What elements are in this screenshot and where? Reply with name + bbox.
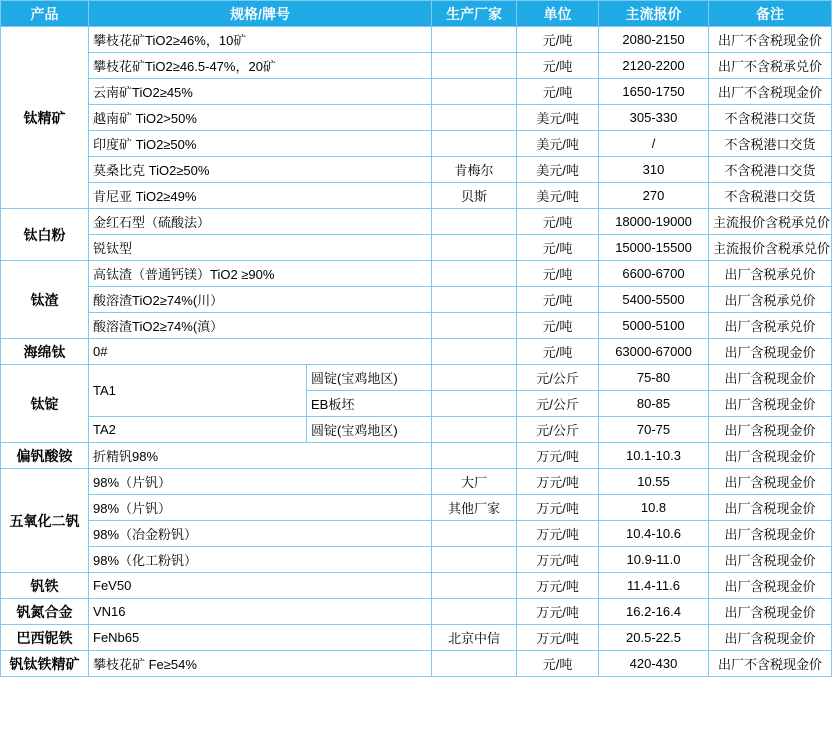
cell-spec-sub: 圆锭(宝鸡地区) — [307, 417, 432, 443]
cell-price: / — [599, 131, 709, 157]
cell-maker — [432, 53, 517, 79]
table-row — [1, 625, 832, 651]
cell-price: 420-430 — [599, 651, 709, 677]
header-row — [1, 1, 832, 27]
table-row — [1, 105, 832, 131]
table-row — [1, 313, 832, 339]
cell-remark: 出厂含税承兑价 — [709, 287, 832, 313]
cell-spec: 金红石型（硫酸法） — [89, 209, 432, 235]
cell-price: 10.9-11.0 — [599, 547, 709, 573]
cell-unit: 元/吨 — [517, 339, 599, 365]
cell-spec: 攀枝花矿TiO2≥46.5-47%，20矿 — [89, 53, 432, 79]
cell-spec: 云南矿TiO2≥45% — [89, 79, 432, 105]
table-row — [1, 235, 832, 261]
cell-unit: 元/吨 — [517, 313, 599, 339]
cell-spec-sub: EB板坯 — [307, 391, 432, 417]
cell-remark: 主流报价含税承兑价 — [709, 235, 832, 261]
cell-unit: 万元/吨 — [517, 443, 599, 469]
cell-unit: 美元/吨 — [517, 105, 599, 131]
cell-spec: 98%（冶金粉钒） — [89, 521, 432, 547]
cell-unit: 元/公斤 — [517, 365, 599, 391]
cell-product: 海绵钛 — [1, 339, 89, 365]
table-row — [1, 547, 832, 573]
table-row — [1, 79, 832, 105]
cell-spec: 98%（化工粉钒） — [89, 547, 432, 573]
cell-spec: 0# — [89, 339, 432, 365]
cell-spec: 98%（片钒） — [89, 469, 432, 495]
cell-price: 15000-15500 — [599, 235, 709, 261]
table-row — [1, 261, 832, 287]
cell-maker — [432, 599, 517, 625]
cell-maker: 其他厂家 — [432, 495, 517, 521]
cell-price: 10.1-10.3 — [599, 443, 709, 469]
table-row — [1, 209, 832, 235]
cell-maker — [432, 235, 517, 261]
cell-maker: 肯梅尔 — [432, 157, 517, 183]
cell-spec: 攀枝花矿TiO2≥46%，10矿 — [89, 27, 432, 53]
cell-remark: 主流报价含税承兑价 — [709, 209, 832, 235]
cell-maker — [432, 105, 517, 131]
table-row — [1, 287, 832, 313]
cell-unit: 元/公斤 — [517, 417, 599, 443]
cell-spec: 印度矿 TiO2≥50% — [89, 131, 432, 157]
cell-maker — [432, 313, 517, 339]
cell-unit: 万元/吨 — [517, 547, 599, 573]
cell-spec: 越南矿 TiO2>50% — [89, 105, 432, 131]
cell-spec: 高钛渣（普通钙镁）TiO2 ≥90% — [89, 261, 432, 287]
cell-unit: 元/公斤 — [517, 391, 599, 417]
cell-unit: 元/吨 — [517, 79, 599, 105]
cell-spec: VN16 — [89, 599, 432, 625]
cell-unit: 美元/吨 — [517, 183, 599, 209]
cell-remark: 出厂含税现金价 — [709, 469, 832, 495]
cell-remark: 出厂含税现金价 — [709, 521, 832, 547]
cell-unit: 元/吨 — [517, 287, 599, 313]
cell-price: 70-75 — [599, 417, 709, 443]
cell-remark: 不含税港口交货 — [709, 131, 832, 157]
cell-remark: 出厂含税现金价 — [709, 391, 832, 417]
cell-remark: 出厂不含税现金价 — [709, 79, 832, 105]
cell-price: 6600-6700 — [599, 261, 709, 287]
cell-maker — [432, 209, 517, 235]
cell-remark: 出厂含税现金价 — [709, 417, 832, 443]
cell-maker: 贝斯 — [432, 183, 517, 209]
cell-price: 10.55 — [599, 469, 709, 495]
cell-maker — [432, 131, 517, 157]
cell-price: 18000-19000 — [599, 209, 709, 235]
cell-spec: 折精钒98% — [89, 443, 432, 469]
table-row — [1, 365, 832, 391]
cell-price: 11.4-11.6 — [599, 573, 709, 599]
cell-price: 10.8 — [599, 495, 709, 521]
cell-price: 5400-5500 — [599, 287, 709, 313]
header-spec: 规格/牌号 — [89, 1, 432, 27]
cell-spec: TA1 — [89, 365, 307, 417]
cell-maker: 北京中信 — [432, 625, 517, 651]
cell-spec: 酸溶渣TiO2≥74%(滇） — [89, 313, 432, 339]
cell-spec: 酸溶渣TiO2≥74%(川） — [89, 287, 432, 313]
header-maker: 生产厂家 — [432, 1, 517, 27]
cell-spec: FeV50 — [89, 573, 432, 599]
table-row — [1, 183, 832, 209]
cell-unit: 元/吨 — [517, 261, 599, 287]
cell-unit: 万元/吨 — [517, 625, 599, 651]
cell-price: 63000-67000 — [599, 339, 709, 365]
table-row — [1, 573, 832, 599]
cell-price: 10.4-10.6 — [599, 521, 709, 547]
cell-spec: 肯尼亚 TiO2≥49% — [89, 183, 432, 209]
cell-price: 80-85 — [599, 391, 709, 417]
cell-remark: 出厂含税承兑价 — [709, 313, 832, 339]
cell-spec: 攀枝花矿 Fe≥54% — [89, 651, 432, 677]
cell-maker — [432, 287, 517, 313]
header-product: 产品 — [1, 1, 89, 27]
cell-product: 钛精矿 — [1, 27, 89, 209]
cell-price: 2120-2200 — [599, 53, 709, 79]
cell-remark: 出厂不含税现金价 — [709, 27, 832, 53]
cell-maker: 大厂 — [432, 469, 517, 495]
cell-maker — [432, 443, 517, 469]
cell-remark: 出厂含税承兑价 — [709, 261, 832, 287]
cell-maker — [432, 27, 517, 53]
cell-remark: 出厂含税现金价 — [709, 547, 832, 573]
cell-unit: 元/吨 — [517, 235, 599, 261]
cell-spec-sub: 圆锭(宝鸡地区) — [307, 365, 432, 391]
cell-remark: 不含税港口交货 — [709, 105, 832, 131]
table-row — [1, 521, 832, 547]
cell-unit: 元/吨 — [517, 209, 599, 235]
table-header — [1, 1, 832, 27]
cell-spec: 锐钛型 — [89, 235, 432, 261]
cell-remark: 出厂含税现金价 — [709, 573, 832, 599]
cell-product: 钛渣 — [1, 261, 89, 339]
table-row — [1, 339, 832, 365]
cell-unit: 元/吨 — [517, 53, 599, 79]
cell-product: 钛白粉 — [1, 209, 89, 261]
cell-maker — [432, 521, 517, 547]
table-row — [1, 599, 832, 625]
table-row — [1, 443, 832, 469]
cell-product: 钛锭 — [1, 365, 89, 443]
cell-unit: 万元/吨 — [517, 521, 599, 547]
cell-remark: 不含税港口交货 — [709, 183, 832, 209]
cell-remark: 出厂含税现金价 — [709, 443, 832, 469]
cell-unit: 万元/吨 — [517, 495, 599, 521]
cell-product: 偏钒酸铵 — [1, 443, 89, 469]
table-row — [1, 131, 832, 157]
cell-product: 钒铁 — [1, 573, 89, 599]
cell-spec: 98%（片钒） — [89, 495, 432, 521]
cell-product: 巴西铌铁 — [1, 625, 89, 651]
cell-unit: 美元/吨 — [517, 157, 599, 183]
cell-remark: 出厂含税现金价 — [709, 599, 832, 625]
table-row — [1, 417, 832, 443]
cell-unit: 美元/吨 — [517, 131, 599, 157]
cell-maker — [432, 651, 517, 677]
cell-spec: FeNb65 — [89, 625, 432, 651]
table-row — [1, 53, 832, 79]
cell-maker — [432, 261, 517, 287]
cell-maker — [432, 547, 517, 573]
cell-remark: 出厂含税现金价 — [709, 339, 832, 365]
cell-unit: 元/吨 — [517, 651, 599, 677]
cell-spec: 莫桑比克 TiO2≥50% — [89, 157, 432, 183]
cell-price: 1650-1750 — [599, 79, 709, 105]
cell-maker — [432, 79, 517, 105]
cell-remark: 出厂不含税承兑价 — [709, 53, 832, 79]
table-row — [1, 651, 832, 677]
table-row — [1, 157, 832, 183]
cell-spec: TA2 — [89, 417, 307, 443]
table-row — [1, 495, 832, 521]
cell-maker — [432, 339, 517, 365]
cell-unit: 万元/吨 — [517, 469, 599, 495]
cell-remark: 出厂含税现金价 — [709, 365, 832, 391]
cell-maker — [432, 417, 517, 443]
cell-price: 2080-2150 — [599, 27, 709, 53]
cell-product: 五氧化二钒 — [1, 469, 89, 573]
cell-remark: 出厂含税现金价 — [709, 495, 832, 521]
cell-maker — [432, 365, 517, 391]
cell-product: 钒钛铁精矿 — [1, 651, 89, 677]
cell-remark: 出厂不含税现金价 — [709, 651, 832, 677]
cell-maker — [432, 573, 517, 599]
cell-price: 20.5-22.5 — [599, 625, 709, 651]
cell-price: 310 — [599, 157, 709, 183]
header-remark: 备注 — [709, 1, 832, 27]
cell-remark: 不含税港口交货 — [709, 157, 832, 183]
table-body — [1, 27, 832, 677]
cell-remark: 出厂含税现金价 — [709, 625, 832, 651]
cell-unit: 元/吨 — [517, 27, 599, 53]
cell-price: 305-330 — [599, 105, 709, 131]
table-row — [1, 469, 832, 495]
cell-price: 5000-5100 — [599, 313, 709, 339]
cell-unit: 万元/吨 — [517, 599, 599, 625]
header-unit: 单位 — [517, 1, 599, 27]
cell-price: 75-80 — [599, 365, 709, 391]
cell-maker — [432, 391, 517, 417]
cell-unit: 万元/吨 — [517, 573, 599, 599]
cell-price: 270 — [599, 183, 709, 209]
header-price: 主流报价 — [599, 1, 709, 27]
cell-price: 16.2-16.4 — [599, 599, 709, 625]
table-row — [1, 27, 832, 53]
cell-product: 钒氮合金 — [1, 599, 89, 625]
